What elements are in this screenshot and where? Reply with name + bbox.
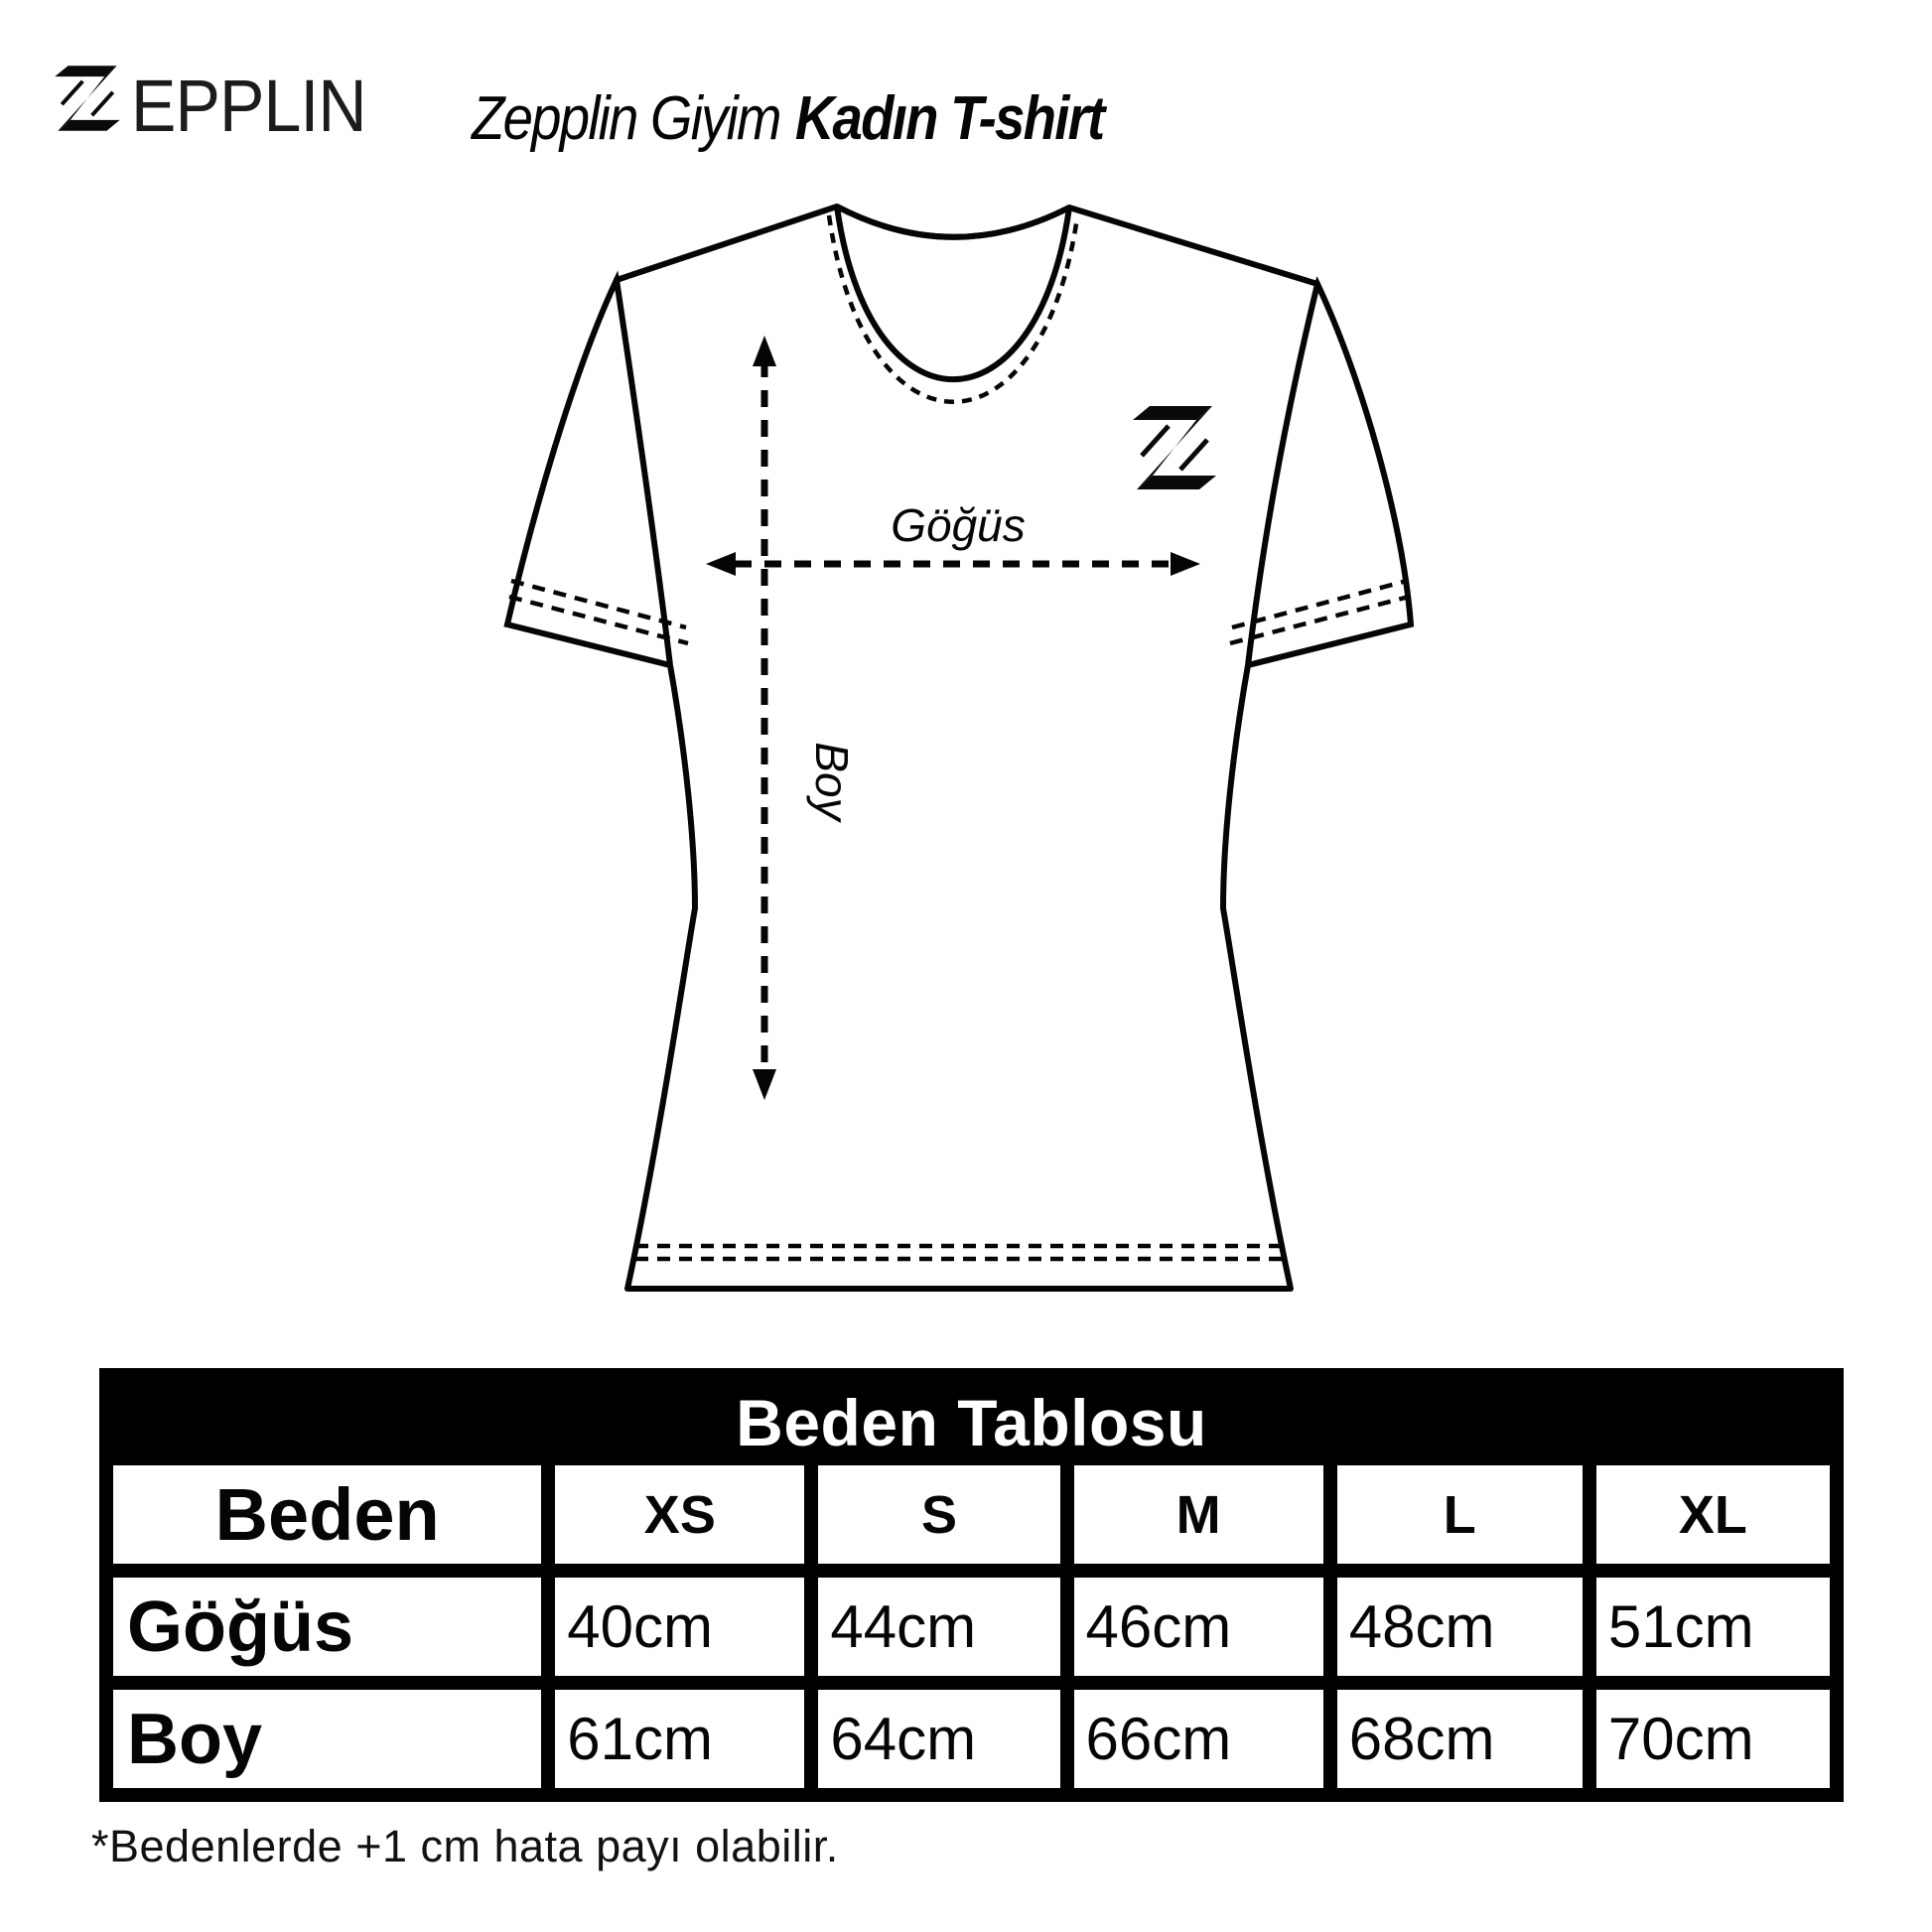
cell-boy-xs: 61cm — [555, 1690, 804, 1788]
col-header-beden: Beden — [113, 1465, 541, 1564]
page-title — [472, 84, 1104, 153]
cell-gogus-xl: 51cm — [1596, 1578, 1830, 1676]
brand-wordmark: EPPLIN — [131, 65, 366, 147]
col-header-xs: XS — [555, 1465, 804, 1564]
size-table-title: Beden Tablosu — [736, 1386, 1207, 1459]
zepplin-z-icon — [48, 60, 127, 137]
col-header-xl: XL — [1596, 1465, 1830, 1564]
cell-boy-l: 68cm — [1337, 1690, 1583, 1788]
cell-gogus-l: 48cm — [1337, 1578, 1583, 1676]
page-title-regular: Zepplin Giyim — [472, 84, 780, 153]
cell-boy-s: 64cm — [818, 1690, 1059, 1788]
cell-gogus-xs: 40cm — [555, 1578, 804, 1676]
row-label-boy: Boy — [113, 1690, 541, 1788]
col-header-l: L — [1337, 1465, 1583, 1564]
row-label-gogus: Göğüs — [113, 1578, 541, 1676]
size-table — [99, 1368, 1844, 1802]
cell-boy-m: 66cm — [1074, 1690, 1323, 1788]
chest-measure-label: Göğüs — [891, 499, 1026, 551]
tolerance-footnote: *Bedenlerde +1 cm hata payı olabilir. — [91, 1821, 839, 1871]
tshirt-body-outline — [617, 207, 1317, 1289]
col-header-s: S — [818, 1465, 1059, 1564]
cell-boy-xl: 70cm — [1596, 1690, 1830, 1788]
page-title-bold: Kadın T-shirt — [794, 84, 1104, 153]
length-measure-label: Boy — [806, 742, 858, 821]
col-header-m: M — [1074, 1465, 1323, 1564]
tshirt-diagram — [491, 194, 1435, 1325]
cell-gogus-m: 46cm — [1074, 1578, 1323, 1676]
cell-gogus-s: 44cm — [818, 1578, 1059, 1676]
size-table-grid — [113, 1465, 1830, 1788]
